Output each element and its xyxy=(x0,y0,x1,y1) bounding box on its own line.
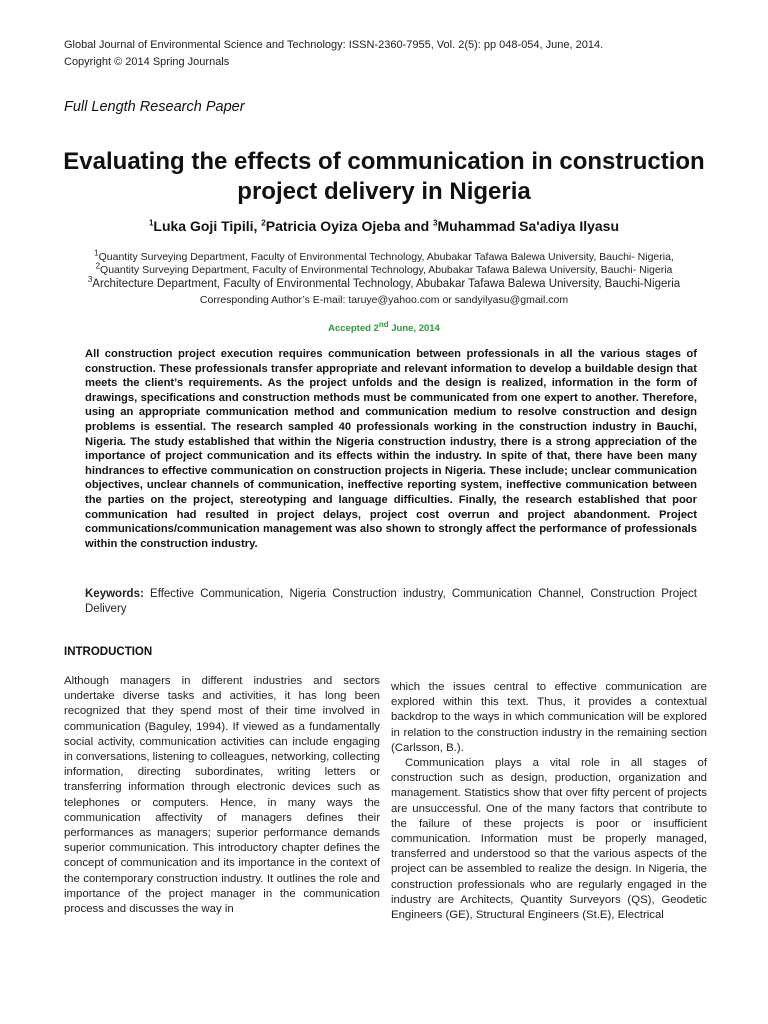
introduction-left-column xyxy=(64,674,380,917)
author-3-name: Muhammad Sa'adiya Ilyasu xyxy=(437,218,620,234)
affiliation-2-text: Quantity Surveying Department, Faculty of Environmental Technology, Abubakar Tafawa Balewa University, Bauchi- Nigeria xyxy=(100,264,673,276)
affiliation-3-marker: 3 xyxy=(87,275,93,285)
corresponding-author-email: Corresponding Author’s E-mail: taruye@yahoo.com or sandyilyasu@gmail.com xyxy=(199,294,569,306)
keywords xyxy=(85,587,697,617)
affiliation-1-marker: 1 xyxy=(94,248,99,258)
author-1-name: Luka Goji Tipili, xyxy=(153,218,262,234)
keywords-text: Effective Communication, Nigeria Construction industry, Communication Channel, Construction Project Delivery xyxy=(85,588,697,615)
author-2-marker: 2 xyxy=(261,218,266,228)
author-1-marker: 1 xyxy=(148,218,154,228)
author-3-marker: 3 xyxy=(433,218,438,228)
paper-type-label: Full Length Research Paper xyxy=(64,99,245,115)
journal-citation: Global Journal of Environmental Science and Technology: ISSN-2360-7955, Vol. 2(5): pp 048-054, June, 2014. xyxy=(64,39,604,51)
accepted-ordinal: nd xyxy=(378,319,389,329)
affiliations xyxy=(60,248,708,307)
affiliation-2-marker: 2 xyxy=(95,261,101,271)
affiliation-1 xyxy=(60,248,708,264)
affiliation-3 xyxy=(60,277,708,291)
author-list xyxy=(60,218,708,234)
affiliation-3-text: Architecture Department, Faculty of Environmental Technology, Abubakar Tafawa Balewa University, Bauchi-Nigeria xyxy=(92,278,681,290)
intro-paragraph-2: Communication plays a vital role in all stages of construction such as design, production, organization and management. Statistics show that over fifty percent of projects are unsuccessful. One of the many factors that contribute to the failure of these projects is poor or insufficient communication. Information must be properly managed, transferred and understood so that the various aspects of the project can be assembled to realize the design. In Nigeria, the construction professionals who are regularly engaged in the industry are Architects, Quantity Surveyors (QS), Geodetic Engineers (GE), Structural Engineers (St.E), Electrical xyxy=(391,757,707,922)
introduction-right-column xyxy=(391,680,707,923)
affiliation-1-text: Quantity Surveying Department, Faculty of Environmental Technology, Abubakar Tafawa Balewa University, Bauchi- Nigeria, xyxy=(98,251,674,263)
accepted-prefix: Accepted 2 xyxy=(328,323,379,334)
intro-paragraph-1: Although managers in different industries and sectors undertake diverse tasks and activities, it has long been recognized that they spend most of their time involved in communication (Baguley, 1994). If viewed as a fundamentally social activity, communication activities can include engaging in conversations, listening to colleagues, networking, collecting information, directing subordinates, writing letters or transferring information through electronic devices such as telephones or computers. Hence, in many ways the communication affectivity of managers defines their performances as managers; superior performance demands superior communication. This introductory chapter defines the concept of communication and its importance in the context of the contemporary construction industry. It outlines the role and importance of the project manager in the communication process and discusses the way in xyxy=(64,675,380,916)
author-2-name: Patricia Oyiza Ojeba and xyxy=(265,218,434,234)
accepted-date xyxy=(60,319,708,334)
keywords-label: Keywords: xyxy=(85,588,144,600)
copyright-notice: Copyright © 2014 Spring Journals xyxy=(64,56,230,68)
abstract: All construction project execution requires communication between professionals in all the various stages of construction. These professionals transfer appropriate and relevant information to develop a buildable design that meets the client’s requirements. As the project unfolds and the design is realized, information in the form of drawings, specifications and construction methods must be communicated from one expert to another. Therefore, using an appropriate communication method and communication medium to resolve construction and design problems is essential. The research sampled 40 professionals working in the construction industry in Bauchi, Nigeria. The study established that within the Nigeria construction industry, there is a strong appreciation of the importance of project communication and its effects within the industry. In spite of that, there have been many hindrances to effective communication on construction projects in Nigeria. These include; unclear communication objectives, unclear channels of communication, ineffective reporting system, ineffective communication between the parties on the project, stereotyping and language difficulties. Finally, the research established that poor communication had resulted in project delays, project cost overrun and project abandonment. Project communications/communication management was also shown to strongly affect the performance of professionals within the construction industry. xyxy=(85,348,697,550)
introduction-heading: INTRODUCTION xyxy=(64,646,153,658)
affiliation-2 xyxy=(60,261,708,277)
paper-title: Evaluating the effects of communication in construction project delivery in Nigeria xyxy=(63,148,705,205)
accepted-suffix: June, 2014 xyxy=(388,323,440,334)
intro-paragraph-continued: which the issues central to effective communication are explored within this text. Thus, it provides a contextual backdrop to the ways in which communication will be explored in relation to the construction industry in the remaining section (Carlsson, B.). xyxy=(391,681,707,754)
